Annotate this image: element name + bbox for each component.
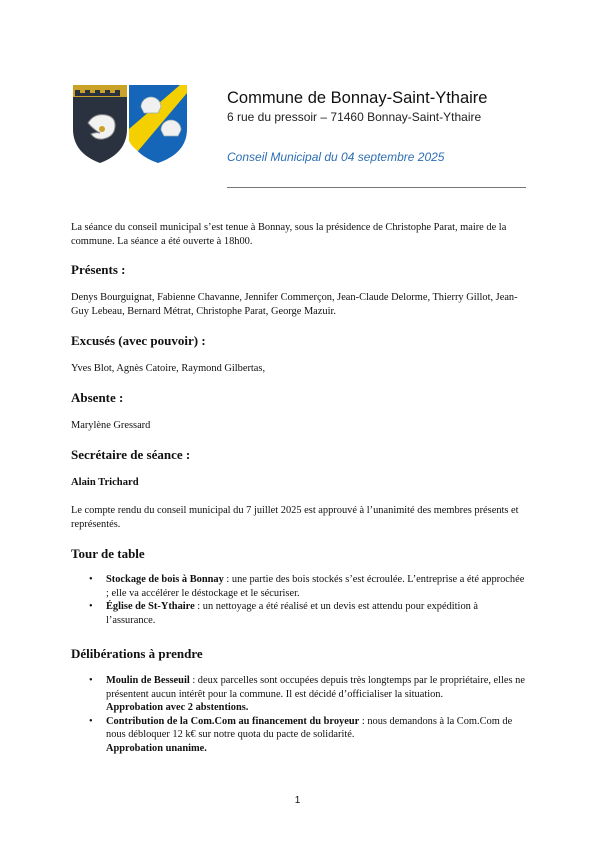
list-item xyxy=(86,674,526,715)
list-item xyxy=(86,573,526,600)
meeting-title: Conseil Municipal du 04 septembre 2025 xyxy=(227,150,445,164)
bullet-icon: • xyxy=(89,715,93,727)
vote-result: Approbation avec 2 abstentions. xyxy=(106,702,249,713)
bullet-icon: • xyxy=(89,675,93,686)
page-number: 1 xyxy=(294,795,301,806)
compte-rendu-paragraph: Le compte rendu du conseil municipal du 7 juillet 2025 est approuvé à l’unanimité des membres présents et représentés. xyxy=(71,505,519,530)
absente-heading: Absente : xyxy=(71,390,124,405)
deliberations-heading: Délibérations à prendre xyxy=(71,646,203,661)
item-text: : un nettoyage a été réalisé et un devis est attendu pour expédition à l’assurance. xyxy=(106,601,479,626)
item-text: : nous demandons à la Com.Com de nous débloquer 12 k€ sur notre quota du pacte de solidarité. xyxy=(106,715,513,740)
excuses-heading: Excusés (avec pouvoir) : xyxy=(71,333,206,348)
vote-result: Approbation unanime. xyxy=(106,742,207,754)
tour-de-table-list xyxy=(86,573,526,627)
shield-with-scallop-shells-icon xyxy=(129,85,187,163)
excuses-list: Yves Blot, Agnès Catoire, Raymond Gilbertas, xyxy=(71,363,266,374)
bullet-icon: • xyxy=(89,574,93,585)
bullet-icon: • xyxy=(89,601,93,612)
presents-list: Denys Bourguignat, Fabienne Chavanne, Jennifer Commerçon, Jean-Claude Delorme, Thierry Gillot, Jean-Guy Lebeau, Bernard Métrat, Christophe Parat, George Mazuir. xyxy=(71,292,518,317)
coat-of-arms xyxy=(72,85,188,163)
header-divider xyxy=(227,187,526,188)
item-title: Contribution de la Com.Com au financement du broyeur xyxy=(106,715,360,727)
item-title: Stockage de bois à Bonnay xyxy=(106,574,224,585)
deliberations-list xyxy=(86,674,526,755)
commune-title: Commune de Bonnay-Saint-Ythaire xyxy=(227,89,488,107)
secretaire-heading: Secrétaire de séance : xyxy=(71,447,191,462)
item-text: : deux parcelles sont occupées depuis très longtemps par le propriétaire, elles ne présentent aucun intérêt pour la commune. Il est décidé d’officialiser la situation. xyxy=(106,675,525,700)
absente-name: Marylène Gressard xyxy=(71,420,151,431)
list-item xyxy=(86,715,526,756)
secretaire-name: Alain Trichard xyxy=(71,477,139,488)
item-text: : une partie des bois stockés s’est écroulée. L’entreprise a été approchée ; elle va accélérer le déstockage et le sécuriser. xyxy=(106,574,525,599)
item-title: Église de St-Ythaire xyxy=(106,601,195,612)
list-item xyxy=(86,600,526,627)
presents-heading: Présents : xyxy=(71,262,126,277)
tour-de-table-heading: Tour de table xyxy=(71,546,145,561)
shield-with-mailed-fist-icon xyxy=(73,85,127,163)
item-title: Moulin de Besseuil xyxy=(106,675,190,686)
intro-paragraph: La séance du conseil municipal s’est tenue à Bonnay, sous la présidence de Christophe Parat, maire de la commune. La séance a été ouverte à 18h00. xyxy=(71,222,507,247)
commune-address: 6 rue du pressoir – 71460 Bonnay-Saint-Ythaire xyxy=(227,110,482,124)
